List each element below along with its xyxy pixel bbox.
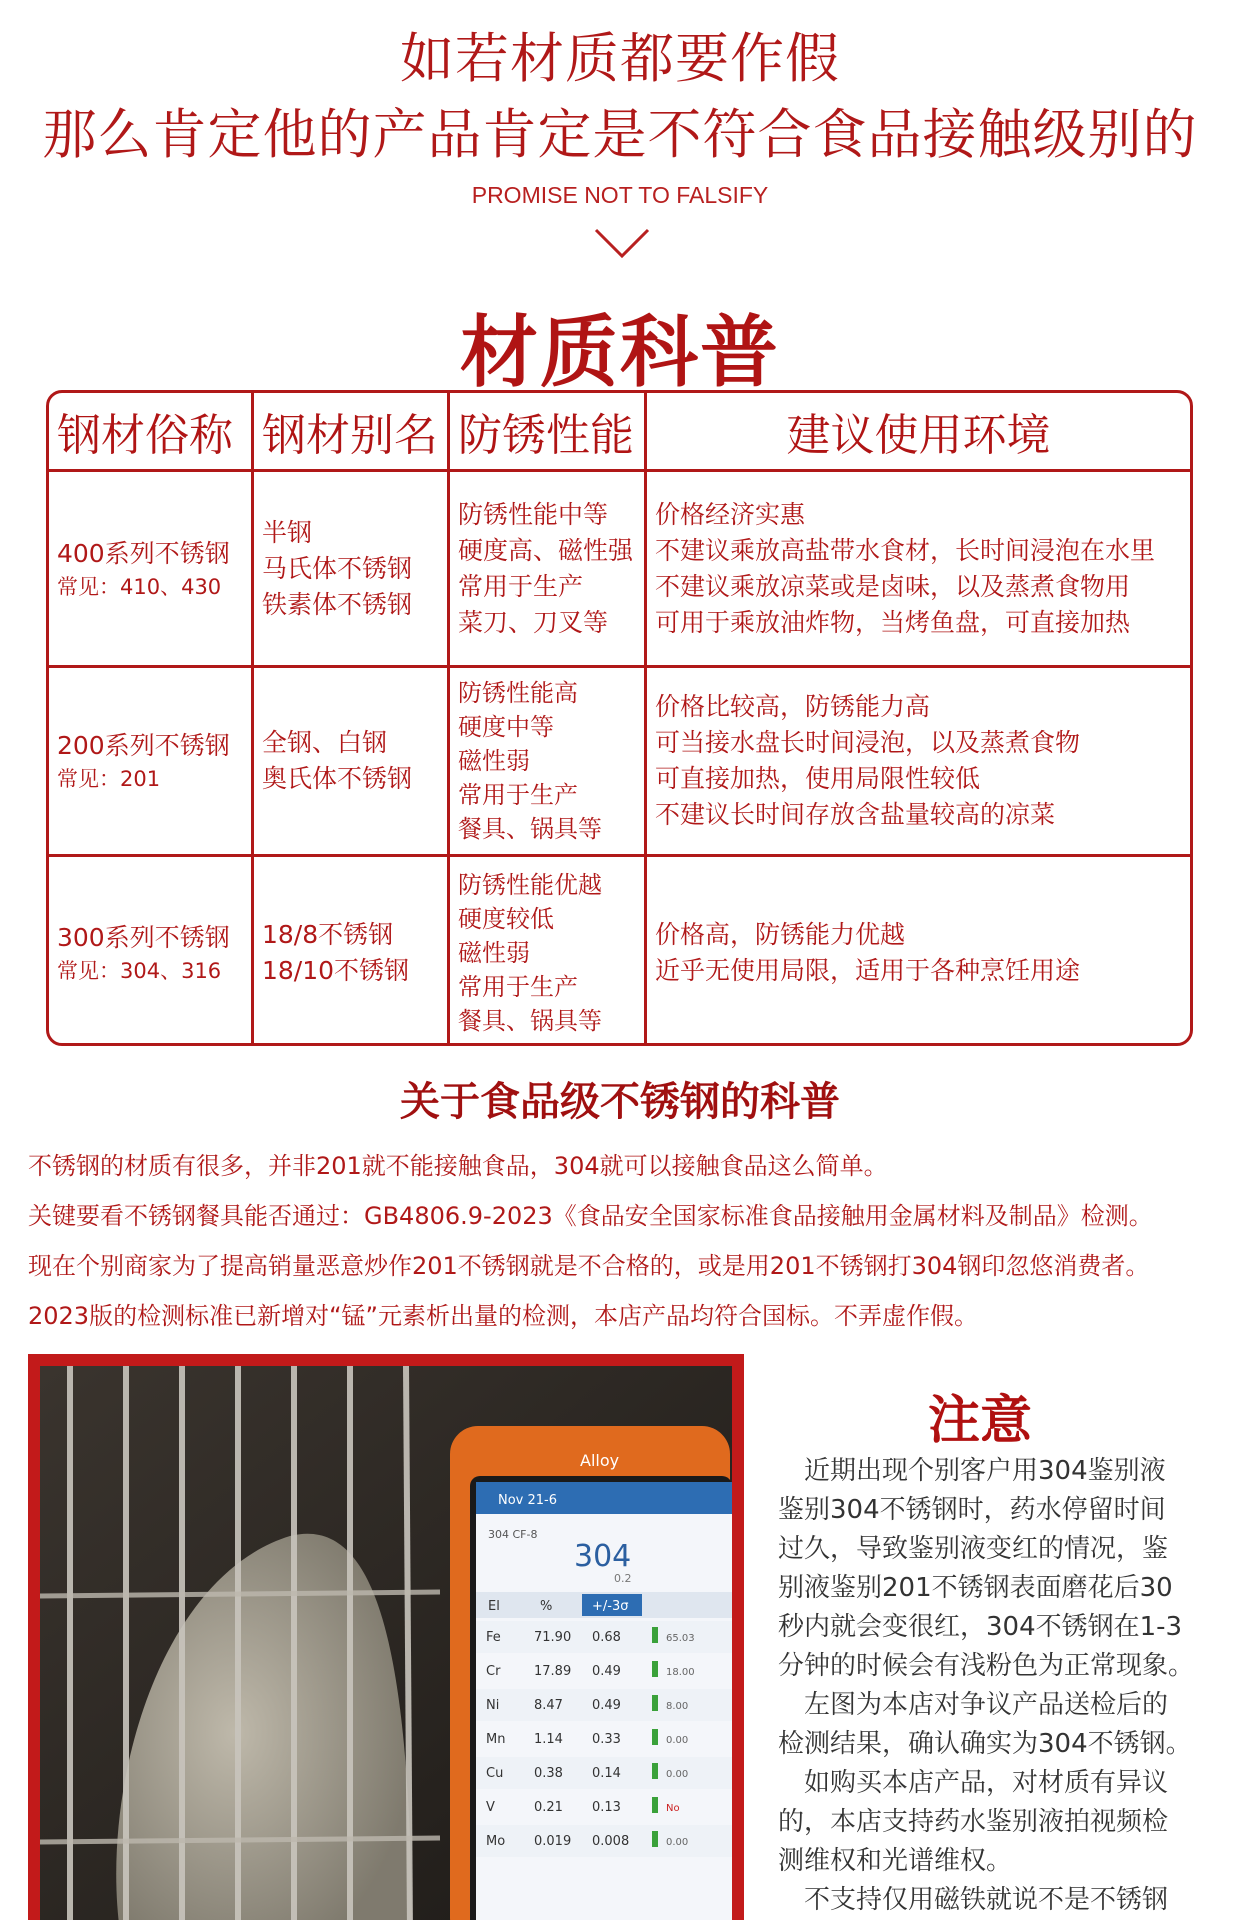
material-table (46, 390, 1193, 1046)
chevron-down-icon (594, 226, 650, 260)
element-bar (652, 1661, 658, 1677)
series-name: 200系列不锈钢 (57, 731, 230, 760)
element-percent: 8.47 (534, 1698, 563, 1713)
element-bar (652, 1729, 658, 1745)
element-side-value: 0.00 (666, 1735, 689, 1746)
series-common: 常见：304、316 (57, 959, 222, 983)
device-date: Nov 21-6 (498, 1493, 558, 1508)
element-col-header: % (540, 1599, 553, 1614)
element-col-header: El (488, 1599, 500, 1614)
note-line: 分钟的时候会有浅粉色为正常现象。 (778, 1651, 1195, 1681)
note-body (778, 1452, 1218, 1920)
cell-alias (251, 472, 447, 665)
alias-line: 18/8不锈钢 (262, 920, 394, 949)
element-error: 0.13 (592, 1800, 621, 1815)
headline-line-2: 那么肯定他的产品肯定是不符合食品接触级别的 (42, 103, 1198, 166)
rust-line: 磁性弱 (458, 747, 530, 775)
element-error: 0.68 (592, 1630, 621, 1645)
alias-line: 马氏体不锈钢 (262, 553, 413, 583)
alias-line: 铁素体不锈钢 (262, 589, 413, 619)
cell-usage (644, 472, 1190, 665)
cell-alias (251, 857, 447, 1046)
usage-line: 价格高，防锈能力优越 (655, 920, 906, 949)
table-row (49, 665, 1190, 854)
usage-line: 价格经济实惠 (655, 499, 806, 529)
series-common: 常见：410、430 (57, 574, 222, 599)
element-symbol: V (486, 1800, 495, 1815)
note-line: 鉴别304不锈钢时，药水停留时间 (778, 1495, 1166, 1525)
alias-line: 全钢、白钢 (262, 728, 388, 757)
element-bar (652, 1797, 658, 1813)
table-row (49, 854, 1190, 1046)
usage-line: 可当接水盘长时间浸泡，以及蒸煮食物 (655, 728, 1081, 757)
rust-line: 常用于生产 (458, 781, 578, 809)
rust-line: 硬度高、磁性强 (458, 535, 634, 565)
rust-line: 硬度较低 (458, 905, 554, 933)
usage-line: 可直接加热，使用局限性较低 (655, 764, 981, 793)
element-side-value: 0.00 (666, 1837, 689, 1848)
rust-line: 防锈性能高 (458, 679, 578, 707)
alias-line: 奥氏体不锈钢 (262, 764, 413, 793)
element-error: 0.14 (592, 1766, 621, 1781)
rust-line: 防锈性能优越 (458, 871, 602, 899)
usage-line: 不建议长时间存放含盐量较高的凉菜 (655, 800, 1056, 829)
rust-line: 磁性弱 (458, 939, 530, 967)
rust-line: 常用于生产 (458, 973, 578, 1001)
element-percent: 0.21 (534, 1800, 563, 1815)
faq-paragraph: 2023版的检测标准已新增对“锰”元素析出量的检测，本店产品均符合国标。不弄虚作假。 (28, 1302, 978, 1330)
rust-line: 餐具、锅具等 (458, 1007, 602, 1035)
cell-rust (447, 857, 644, 1046)
rust-line: 餐具、锅具等 (458, 815, 602, 843)
note-line: 如购买本店产品，对材质有异议 (778, 1768, 1169, 1798)
faq-title: 关于食品级不锈钢的科普 (400, 1079, 840, 1125)
element-error: 0.008 (592, 1834, 630, 1849)
note-line: 秒内就会变很红，304不锈钢在1-3 (778, 1612, 1183, 1642)
element-symbol: Mn (486, 1732, 506, 1747)
rust-line: 菜刀、刀叉等 (458, 607, 609, 637)
usage-line: 价格比较高，防锈能力高 (655, 692, 931, 721)
note-line: 别液鉴别201不锈钢表面磨花后30 (778, 1573, 1173, 1603)
alias-line: 半钢 (262, 517, 313, 547)
element-error: 0.49 (592, 1664, 621, 1679)
section-title: 材质科普 (459, 308, 780, 398)
element-error: 0.33 (592, 1732, 621, 1747)
element-symbol: Cr (486, 1664, 501, 1679)
device-sub: 0.2 (614, 1572, 632, 1585)
promise-subtitle: PROMISE NOT TO FALSIFY (471, 182, 769, 208)
cell-alias (251, 668, 447, 854)
rust-line: 硬度中等 (458, 713, 554, 741)
device-brand: Alloy (580, 1451, 620, 1470)
element-side-value: 65.03 (666, 1633, 695, 1644)
element-col-header: +/-3σ (592, 1599, 629, 1614)
cell-series (49, 857, 251, 1046)
device-grade-small: 304 CF-8 (488, 1528, 538, 1541)
usage-line: 不建议乘放高盐带水食材，长时间浸泡在水里 (655, 535, 1156, 565)
alias-line: 18/10不锈钢 (262, 956, 410, 985)
cell-rust (447, 668, 644, 854)
element-side-value: 8.00 (666, 1701, 689, 1712)
usage-line: 可用于乘放油炸物，当烤鱼盘，可直接加热 (655, 607, 1131, 637)
usage-line: 近乎无使用局限，适用于各种烹饪用途 (655, 956, 1081, 985)
test-photo-scene (40, 1366, 732, 1920)
element-symbol: Fe (486, 1630, 501, 1645)
note-line: 过久，导致鉴别液变红的情况，鉴 (778, 1534, 1169, 1564)
series-name: 400系列不锈钢 (57, 538, 230, 568)
header-alias: 钢材别名 (251, 393, 447, 469)
note-line: 左图为本店对争议产品送检后的 (778, 1690, 1169, 1720)
element-percent: 0.019 (534, 1834, 572, 1849)
usage-line: 不建议乘放凉菜或是卤味，以及蒸煮食物用 (655, 571, 1131, 601)
note-line: 的，本店支持药水鉴别液拍视频检 (778, 1807, 1169, 1837)
note-title: 注意 (927, 1391, 1032, 1451)
cell-usage (644, 857, 1190, 1046)
element-percent: 71.90 (534, 1630, 572, 1645)
note-line: 近期出现个别客户用304鉴别液 (778, 1456, 1166, 1486)
element-side-value: No (666, 1803, 680, 1814)
element-percent: 0.38 (534, 1766, 563, 1781)
header-rust-resistance: 防锈性能 (447, 393, 644, 469)
element-symbol: Cu (486, 1766, 504, 1781)
table-header-row (49, 393, 1190, 469)
element-bar (652, 1763, 658, 1779)
element-bar (652, 1831, 658, 1847)
faq-paragraph: 现在个别商家为了提高销量恶意炒作201不锈钢就是不合格的，或是用201不锈钢打304钢印忽悠消费者。 (28, 1252, 1150, 1280)
element-percent: 17.89 (534, 1664, 572, 1679)
element-side-value: 18.00 (666, 1667, 695, 1678)
note-line: 测维权和光谱维权。 (778, 1846, 1013, 1876)
headline-line-1: 如若材质都要作假 (400, 27, 840, 90)
rust-line: 防锈性能中等 (458, 499, 609, 529)
device-grade: 304 (574, 1539, 632, 1574)
cell-series (49, 472, 251, 665)
table-row (49, 469, 1190, 665)
element-bar (652, 1695, 658, 1711)
cell-series (49, 668, 251, 854)
faq-paragraph: 不锈钢的材质有很多，并非201就不能接触食品，304就可以接触食品这么简单。 (28, 1152, 888, 1180)
cell-usage (644, 668, 1190, 854)
header-usage: 建议使用环境 (644, 393, 1190, 469)
note-line: 检测结果，确认确实为304不锈钢。 (778, 1729, 1192, 1759)
element-error: 0.49 (592, 1698, 621, 1713)
note-line: 不支持仅用磁铁就说不是不锈钢 (778, 1885, 1169, 1915)
element-side-value: 0.00 (666, 1769, 689, 1780)
rust-line: 常用于生产 (458, 571, 584, 601)
element-symbol: Mo (486, 1834, 506, 1849)
faq-paragraph: 关键要看不锈钢餐具能否通过：GB4806.9-2023《食品安全国家标准食品接触用金属材料及制品》检测。 (28, 1202, 1153, 1230)
element-symbol: Ni (486, 1698, 500, 1713)
cell-rust (447, 472, 644, 665)
header-common-name: 钢材俗称 (57, 410, 233, 461)
element-bar (652, 1627, 658, 1643)
series-name: 300系列不锈钢 (57, 923, 230, 952)
spectrometer-test-photo (28, 1354, 744, 1920)
series-common: 常见：201 (57, 767, 161, 791)
element-percent: 1.14 (534, 1732, 563, 1747)
